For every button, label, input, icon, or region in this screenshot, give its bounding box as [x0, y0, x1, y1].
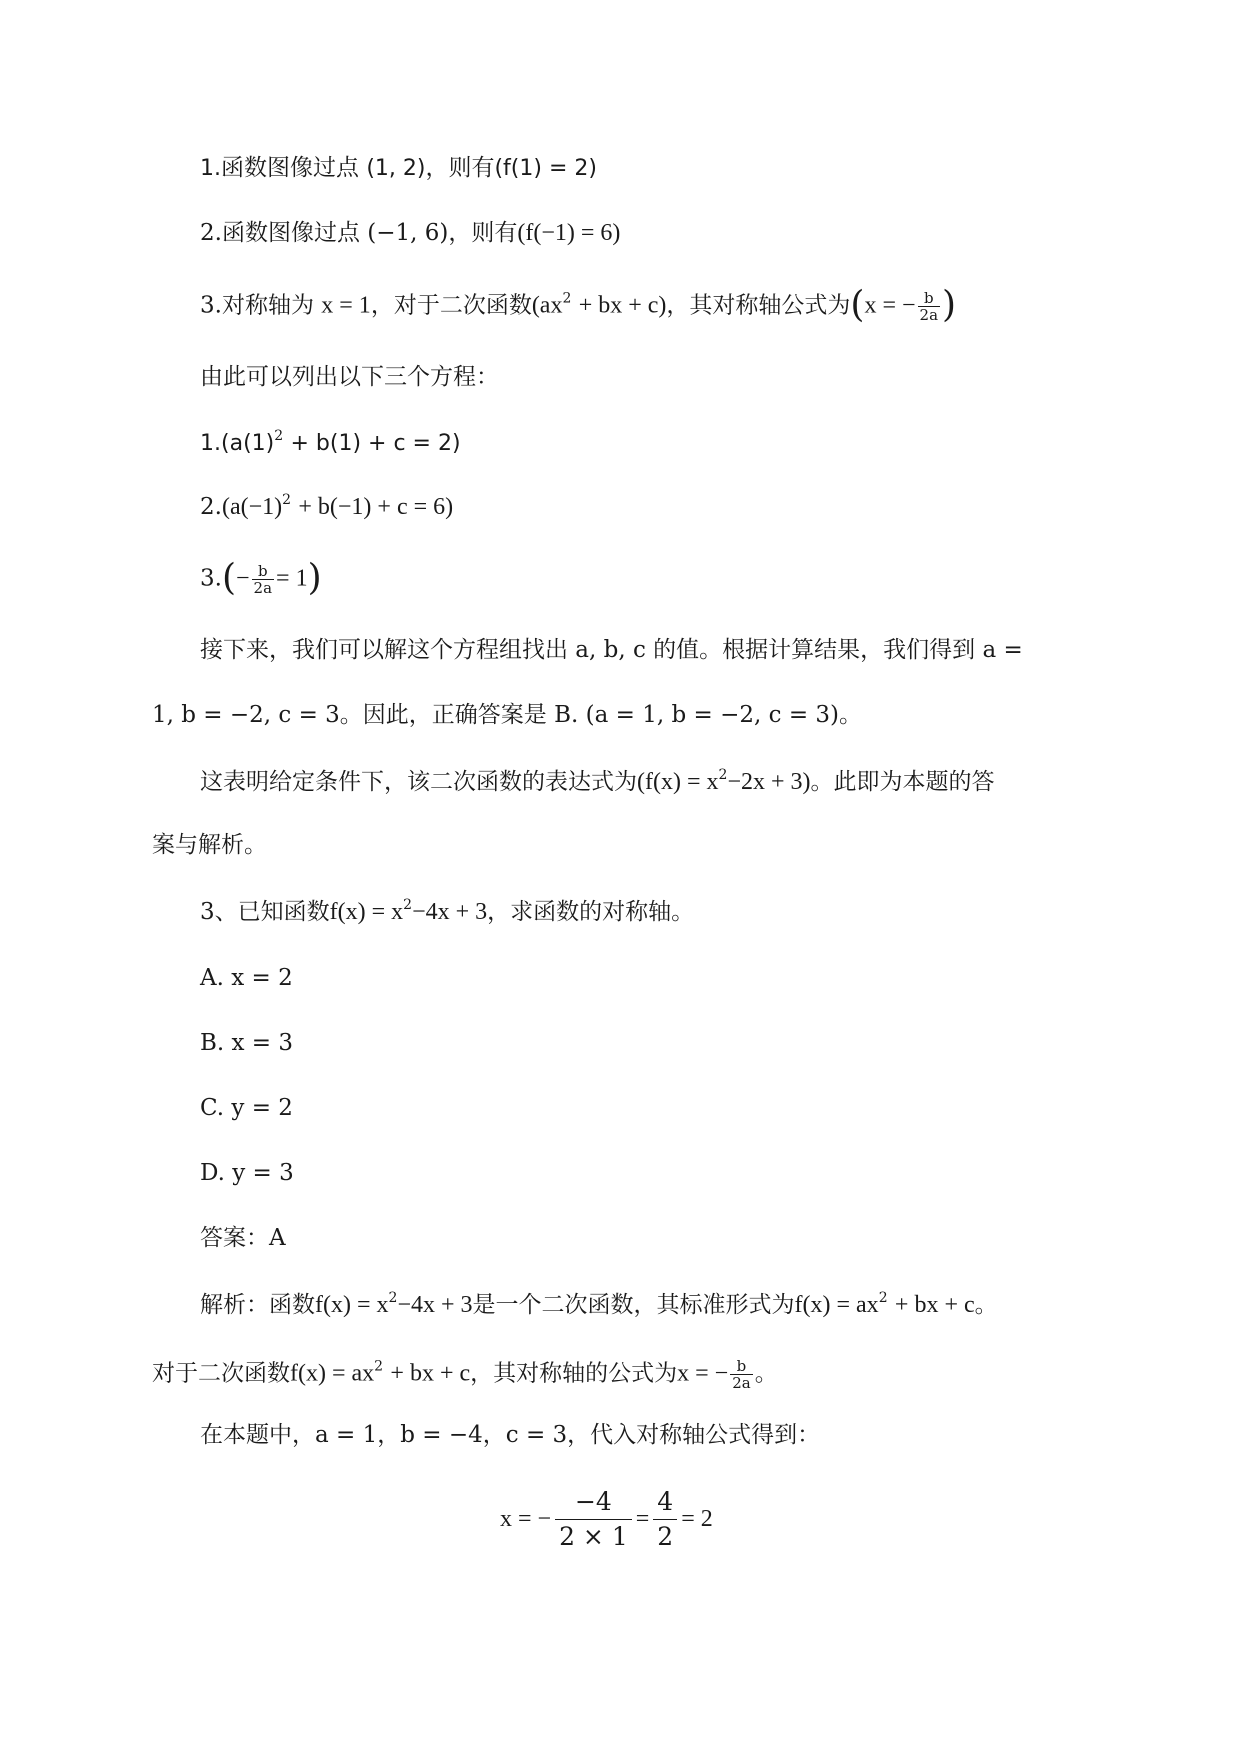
fraction-4-over-2: $\frac{4}{2}$	[653, 1485, 677, 1554]
paragraph-conclusion: 这表明给定条件下，该二次函数的表达式为$(f(x) = x^2-2x + 3)$。此即为本题的答	[200, 767, 995, 795]
option-a: A. x = 2	[200, 965, 293, 991]
paragraph-conclusion-cont: 案与解析。	[152, 832, 267, 858]
fraction-b-over-2a: $\frac{b}{2a}$	[253, 562, 273, 597]
fraction-b-over-2a: $\frac{b}{2a}$	[919, 289, 939, 324]
analysis-2: 对于二次函数$f(x) = ax^2$ + bx + c，其对称轴的公式为x = − $\frac{b}{2a}$ 。	[152, 1357, 778, 1392]
equation-2: $2.(a(-1)^2 + b(-1) + c = 6)$	[200, 492, 454, 520]
option-d: D. y = 3	[200, 1160, 294, 1186]
paragraph-solve: 接下来，我们可以解这个方程组找出 a, b, c 的值。根据计算结果，我们得到 a =	[200, 637, 1023, 663]
condition-1: 1.函数图像过点 (1, 2)，则有(f(1) = 2)	[200, 155, 597, 181]
paragraph-solve-cont: 1, b = −2, c = 3。因此，正确答案是 B. (a = 1, b = −2, c = 3)。	[152, 702, 863, 728]
final-equation: x = − $\frac{-4}{2 \times 1}$ = $\frac{4}{2}$ = 2	[500, 1485, 713, 1554]
answer: 答案：A	[200, 1225, 286, 1251]
question-3: 3、已知函数$f(x) = x^2-4x + 3$，求函数的对称轴。	[200, 897, 695, 925]
condition-3: 3.对称轴为 x = 1，对于二次函数($ax^2$ + bx + c)，其对称轴公式为(x = − $\frac{b}{2a}$ )	[200, 284, 957, 326]
intro-equations: 由此可以列出以下三个方程：	[200, 364, 499, 390]
analysis-3: 在本题中，a = 1，b = −4，c = 3，代入对称轴公式得到：	[200, 1422, 821, 1448]
condition-2: 2.函数图像过点 (−1, 6)，则有(f(−1) = 6)	[200, 220, 621, 246]
option-b: B. x = 3	[200, 1030, 294, 1056]
fraction-minus4-over-2x1: $\frac{-4}{2 \times 1}$	[555, 1485, 632, 1554]
analysis-1: 解析：函数$f(x) = x^2-4x + 3$是一个二次函数，其标准形式为$f(x) = ax^2$ + bx + c。	[200, 1290, 998, 1318]
fraction-b-over-2a: $\frac{b}{2a}$	[732, 1357, 751, 1392]
equation-3: 3.(− $\frac{b}{2a}$ = 1)	[200, 557, 322, 599]
option-c: C. y = 2	[200, 1095, 293, 1121]
equation-1: $1.(a(1)^2 + b(1) + c = 2)$	[200, 428, 461, 456]
